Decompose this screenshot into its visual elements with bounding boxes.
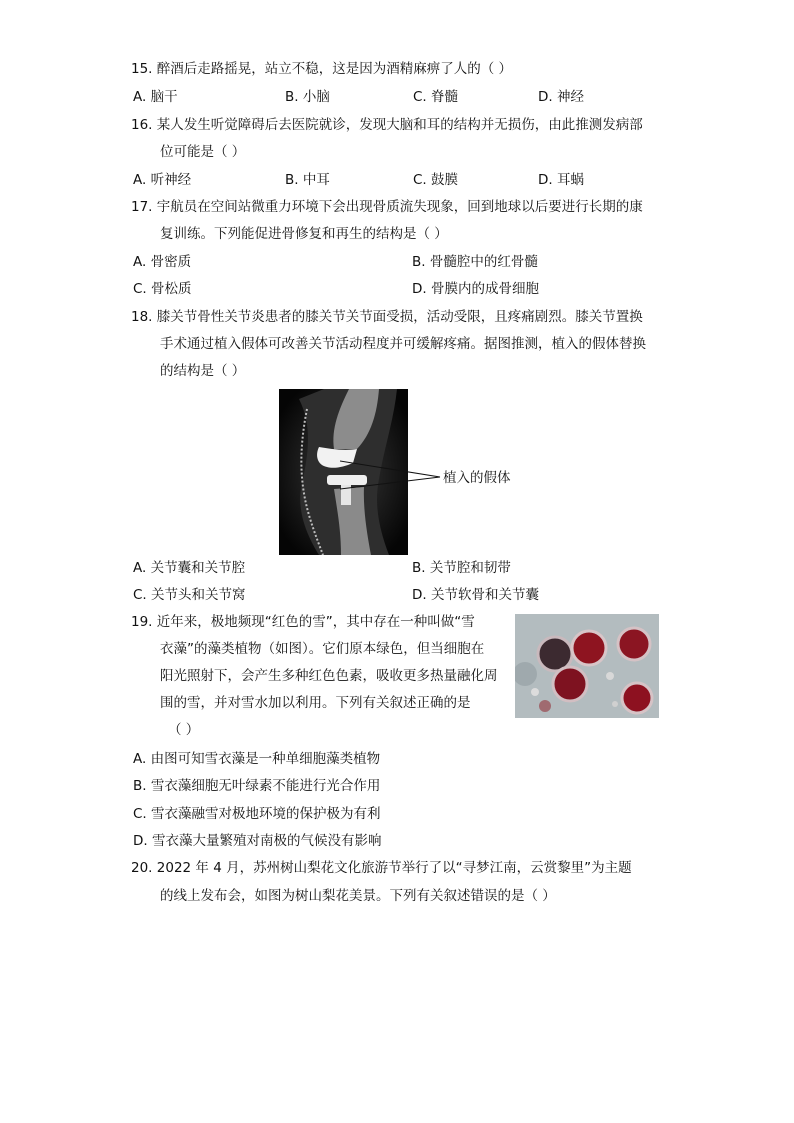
q19-option-b: B. 雪衣藻细胞无叶绿素不能进行光合作用 xyxy=(133,778,381,794)
q18-option-d: D. 关节软骨和关节囊 xyxy=(412,587,539,603)
question-16-stem-line2: 位可能是（ ） xyxy=(160,144,246,160)
question-19-stem-line1: 19. 近年来，极地频现“红色的雪”，其中存在一种叫做“雪 xyxy=(131,614,475,630)
q16-option-a: A. 听神经 xyxy=(133,172,192,188)
q15-option-a: A. 脑干 xyxy=(133,89,178,105)
q15-option-d: D. 神经 xyxy=(538,89,584,105)
question-15-stem: 15. 醉酒后走路摇晃，站立不稳，这是因为酒精麻痹了人的（ ） xyxy=(131,61,513,77)
q19-option-d: D. 雪衣藻大量繁殖对南极的气候没有影响 xyxy=(133,833,382,849)
implant-label: 植入的假体 xyxy=(443,470,511,486)
question-20-stem-line1: 20. 2022 年 4 月，苏州树山梨花文化旅游节举行了以“寻梦江南，云赏黎里”为主题 xyxy=(131,860,632,876)
q17-option-a: A. 骨密质 xyxy=(133,254,192,270)
question-18-stem-line3: 的结构是（ ） xyxy=(160,363,246,379)
question-19-stem-line3: 阳光照射下，会产生多种红色色素，吸收更多热量融化周 xyxy=(160,668,498,684)
q15-option-c: C. 脊髓 xyxy=(413,89,459,105)
q17-option-b: B. 骨髓腔中的红骨髓 xyxy=(412,254,538,270)
q19-option-a: A. 由图可知雪衣藻是一种单细胞藻类植物 xyxy=(133,751,381,767)
label-pointer-lines xyxy=(340,455,445,495)
q18-option-c: C. 关节头和关节窝 xyxy=(133,587,246,603)
question-18-stem-line2: 手术通过植入假体可改善关节活动程度并可缓解疼痛。据图推测，植入的假体替换 xyxy=(160,336,646,352)
q18-option-b: B. 关节腔和韧带 xyxy=(412,560,511,576)
q16-option-c: C. 鼓膜 xyxy=(413,172,459,188)
question-16-stem-line1: 16. 某人发生听觉障碍后去医院就诊，发现大脑和耳的结构并无损伤，由此推测发病部 xyxy=(131,117,643,133)
question-18-stem-line1: 18. 膝关节骨性关节炎患者的膝关节关节面受损，活动受限，且疼痛剧烈。膝关节置换 xyxy=(131,309,643,325)
q18-option-a: A. 关节囊和关节腔 xyxy=(133,560,246,576)
question-19-stem-line2: 衣藻”的藻类植物（如图）。它们原本绿色，但当细胞在 xyxy=(160,641,485,657)
question-19-stem-line4: 围的雪，并对雪水加以利用。下列有关叙述正确的是 xyxy=(160,695,471,711)
question-19-stem-line5: （ ） xyxy=(168,722,200,738)
question-17-stem-line2: 复训练。下列能促进骨修复和再生的结构是（ ） xyxy=(160,226,448,242)
q15-option-b: B. 小脑 xyxy=(285,89,330,105)
q16-option-d: D. 耳蜗 xyxy=(538,172,584,188)
question-20-stem-line2: 的线上发布会，如图为树山梨花美景。下列有关叙述错误的是（ ） xyxy=(160,888,556,904)
q17-option-d: D. 骨膜内的成骨细胞 xyxy=(412,281,539,297)
q16-option-b: B. 中耳 xyxy=(285,172,330,188)
snow-algae-drawing xyxy=(515,614,659,718)
question-17-stem-line1: 17. 宇航员在空间站微重力环境下会出现骨质流失现象，回到地球以后要进行长期的康 xyxy=(131,199,643,215)
snow-algae-micrograph xyxy=(515,614,659,718)
q17-option-c: C. 骨松质 xyxy=(133,281,192,297)
q19-option-c: C. 雪衣藻融雪对极地环境的保护极为有利 xyxy=(133,806,381,822)
